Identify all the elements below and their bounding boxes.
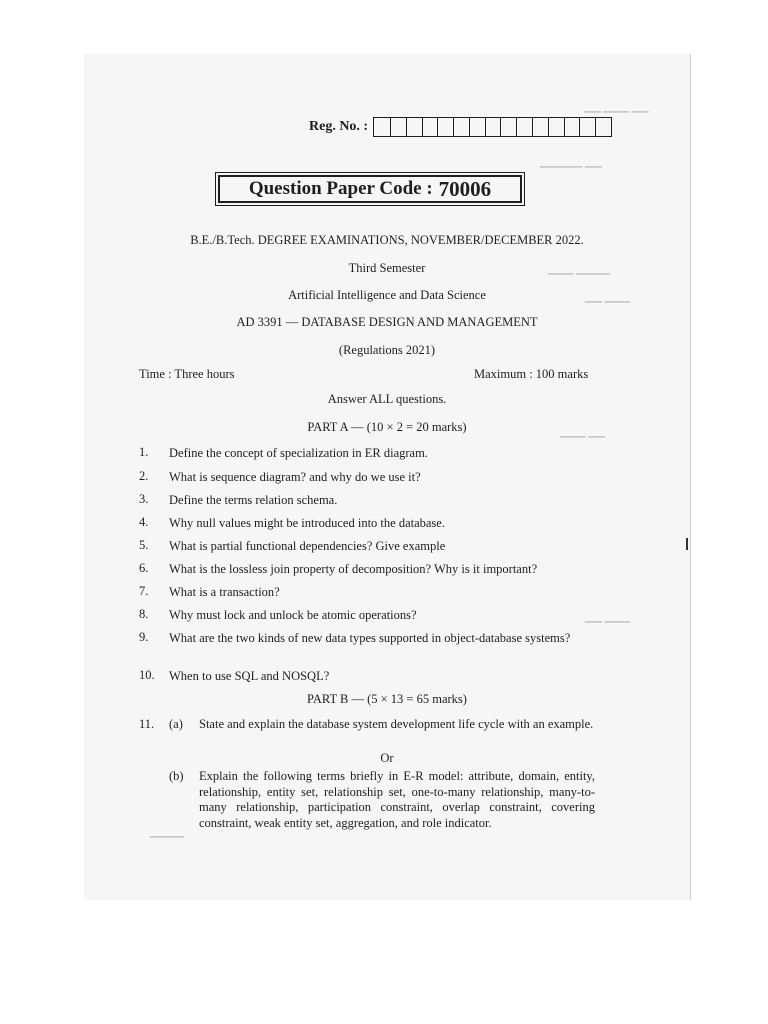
reg-no-boxes — [373, 117, 612, 137]
option-a-text: State and explain the database system development life cycle with an example. — [199, 717, 594, 731]
question-text: What is a transaction? — [169, 585, 280, 599]
question-number: 2. — [139, 469, 149, 483]
question-number: 10. — [139, 668, 155, 682]
reg-no-digit-box — [548, 118, 564, 136]
reg-no-digit-box — [516, 118, 532, 136]
reg-no-digit-box — [422, 118, 438, 136]
semester: Third Semester — [348, 261, 426, 275]
reg-no-digit-box — [374, 118, 390, 136]
part-b-heading: PART B — (5 × 13 = 65 marks) — [307, 692, 467, 706]
part-a-heading: PART A — (10 × 2 = 20 marks) — [307, 420, 467, 434]
scan-mark — [686, 538, 688, 550]
paper-code-value: 70006 — [438, 176, 492, 201]
maximum-marks: Maximum : 100 marks — [474, 367, 589, 381]
question-text: Define the terms relation schema. — [169, 493, 338, 507]
question-text: What is the lossless join property of decomposition? Why is it important? — [169, 562, 538, 576]
option-a-label: (a) — [169, 717, 183, 731]
bleed-through: ▁▁▁ ▁▁▁▁ — [548, 263, 610, 275]
question-number: 7. — [139, 584, 149, 598]
question-number: 9. — [139, 630, 149, 644]
question-text: What is sequence diagram? and why do we use it? — [169, 470, 421, 484]
question-text: What is partial functional dependencies? Give example — [169, 539, 446, 553]
option-b-label: (b) — [169, 769, 184, 783]
reg-no-digit-box — [595, 118, 611, 136]
question-number: 8. — [139, 607, 149, 621]
exam-title: B.E./B.Tech. DEGREE EXAMINATIONS, NOVEMBER/DECEMBER 2022. — [190, 233, 584, 247]
reg-no-digit-box — [532, 118, 548, 136]
bleed-through: ▁▁▁▁▁ ▁▁ — [540, 156, 602, 168]
bleed-through: ▁▁▁▁ — [150, 826, 184, 838]
question-text: When to use SQL and NOSQL? — [169, 669, 330, 683]
bleed-through: ▁▁ ▁▁▁ — [585, 291, 631, 303]
bleed-through: ▁▁▁ ▁▁ — [560, 426, 606, 438]
reg-no-digit-box — [564, 118, 580, 136]
question-number: 5. — [139, 538, 149, 552]
reg-no-label: Reg. No. : — [309, 119, 369, 134]
reg-no-digit-box — [485, 118, 501, 136]
or-separator: Or — [380, 751, 394, 765]
question-number: 6. — [139, 561, 149, 575]
reg-no-digit-box — [500, 118, 516, 136]
reg-no-digit-box — [579, 118, 595, 136]
bleed-through: ▁▁ ▁▁▁ ▁▁ — [584, 101, 649, 113]
question-number: 3. — [139, 492, 149, 506]
option-b-text: Explain the following terms briefly in E-R model: attribute, domain, entity, relationship, entity set, relationship set, one-to-many relationship, many-to-many relationship, participation constraint, overlap constraint, covering constraint, weak entity set, aggregation, and role indicator. — [199, 769, 595, 831]
paper-code-box — [218, 175, 522, 203]
bleed-through: ▁▁ ▁▁▁ — [585, 611, 631, 623]
question-number: 11. — [139, 717, 155, 731]
reg-no-digit-box — [406, 118, 422, 136]
reg-no-digit-box — [390, 118, 406, 136]
course-title: AD 3391 — DATABASE DESIGN AND MANAGEMENT — [236, 315, 538, 329]
reg-no-digit-box — [469, 118, 485, 136]
reg-no-field — [309, 117, 612, 137]
question-number: 4. — [139, 515, 149, 529]
question-text: Why must lock and unlock be atomic operations? — [169, 608, 417, 622]
paper-code-label: Question Paper Code : — [248, 178, 433, 199]
reg-no-digit-box — [453, 118, 469, 136]
department: Artificial Intelligence and Data Science — [288, 288, 486, 302]
time-allowed: Time : Three hours — [139, 367, 235, 381]
question-text: Why null values might be introduced into the database. — [169, 516, 445, 530]
reg-no-digit-box — [437, 118, 453, 136]
question-number: 1. — [139, 445, 149, 459]
instruction: Answer ALL questions. — [327, 392, 447, 406]
question-text: Define the concept of specialization in ER diagram. — [169, 446, 428, 460]
question-text: What are the two kinds of new data types supported in object-database systems? — [169, 631, 571, 645]
regulations: (Regulations 2021) — [338, 343, 436, 357]
